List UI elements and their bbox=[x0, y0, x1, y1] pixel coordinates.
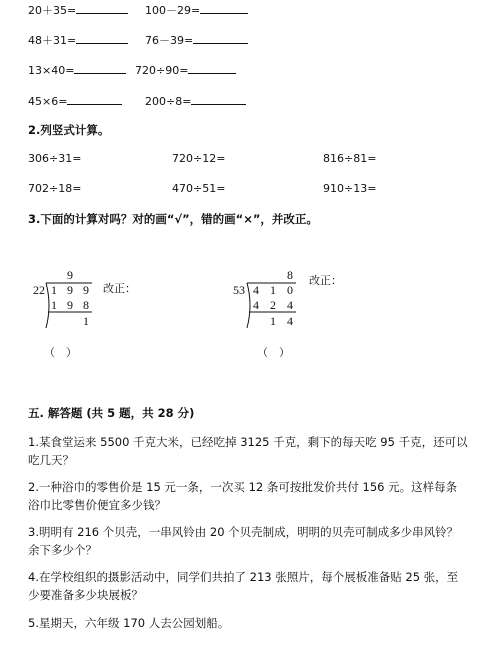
divisor: 53 bbox=[233, 283, 245, 297]
product-digit: 9 bbox=[67, 298, 73, 312]
correction-label: 改正： bbox=[309, 274, 342, 287]
oral-item: 720÷90= bbox=[135, 62, 236, 77]
oral-item: 100－29= bbox=[145, 2, 248, 18]
section-3-title: 3.下面的计算对吗？对的画“√”，错的画“×”，并改正。 bbox=[28, 212, 318, 226]
section-2-title: 2.列竖式计算。 bbox=[28, 123, 110, 137]
remainder-digit: 1 bbox=[270, 314, 276, 328]
oral-item: 48＋31= bbox=[28, 32, 128, 48]
calc-item: 702÷18= bbox=[28, 182, 82, 195]
answer-parens: （ ） bbox=[257, 346, 290, 359]
calc-item: 470÷51= bbox=[172, 182, 226, 195]
oral-item: 13×40= bbox=[28, 62, 126, 77]
dividend-digit: 9 bbox=[83, 283, 89, 297]
divisor: 22 bbox=[33, 283, 45, 297]
oral-item: 45×6= bbox=[28, 93, 122, 108]
question-4: 4.在学校组织的摄影活动中，同学们共拍了 213 张照片，每个展板准备贴 25 张，至少要准备多少块展板？ bbox=[28, 570, 459, 602]
calc-item: 306÷31= bbox=[28, 152, 82, 165]
quotient-digit: 9 bbox=[67, 268, 73, 282]
product-digit: 4 bbox=[253, 298, 259, 312]
answer-parens: （ ） bbox=[44, 346, 77, 359]
question-2: 2.一种浴巾的零售价是 15 元一条，一次买 12 条可按批发价共付 156 元。这样每条浴巾比零售价便宜多少钱？ bbox=[28, 480, 458, 512]
remainder-digit: 1 bbox=[83, 314, 89, 328]
long-division-1 bbox=[0, 0, 200, 370]
quotient-digit: 8 bbox=[287, 268, 293, 282]
calc-item: 910÷13= bbox=[323, 182, 377, 195]
division-bracket bbox=[0, 0, 200, 370]
question-3: 3.明明有 216 个贝壳，一串风铃由 20 个贝壳制成，明明的贝壳可制成多少串风铃？余下多少个？ bbox=[28, 525, 459, 557]
correction-label: 改正： bbox=[103, 282, 136, 295]
question-5: 5.星期天，六年级 170 人去公园划船。 bbox=[28, 616, 230, 630]
oral-item: 200÷8= bbox=[145, 93, 246, 108]
calc-item: 816÷81= bbox=[323, 152, 377, 165]
dividend-digit: 4 bbox=[253, 283, 259, 297]
calc-item: 720÷12= bbox=[172, 152, 226, 165]
oral-item: 76－39= bbox=[145, 32, 248, 48]
long-division-2 bbox=[200, 0, 400, 370]
dividend-digit: 9 bbox=[67, 283, 73, 297]
dividend-digit: 1 bbox=[270, 283, 276, 297]
question-1: 1.某食堂运来 5500 千克大米，已经吃掉 3125 千克，剩下的每天吃 95 千克，还可以吃几天？ bbox=[28, 435, 468, 467]
remainder-digit: 4 bbox=[287, 314, 293, 328]
division-bracket bbox=[200, 0, 400, 370]
dividend-digit: 1 bbox=[51, 283, 57, 297]
product-digit: 2 bbox=[270, 298, 276, 312]
oral-item: 20＋35= bbox=[28, 2, 128, 18]
section-5-title: 五. 解答题 (共 5 题，共 28 分) bbox=[28, 406, 195, 420]
product-digit: 1 bbox=[51, 298, 57, 312]
dividend-digit: 0 bbox=[287, 283, 293, 297]
product-digit: 8 bbox=[83, 298, 89, 312]
product-digit: 4 bbox=[287, 298, 293, 312]
